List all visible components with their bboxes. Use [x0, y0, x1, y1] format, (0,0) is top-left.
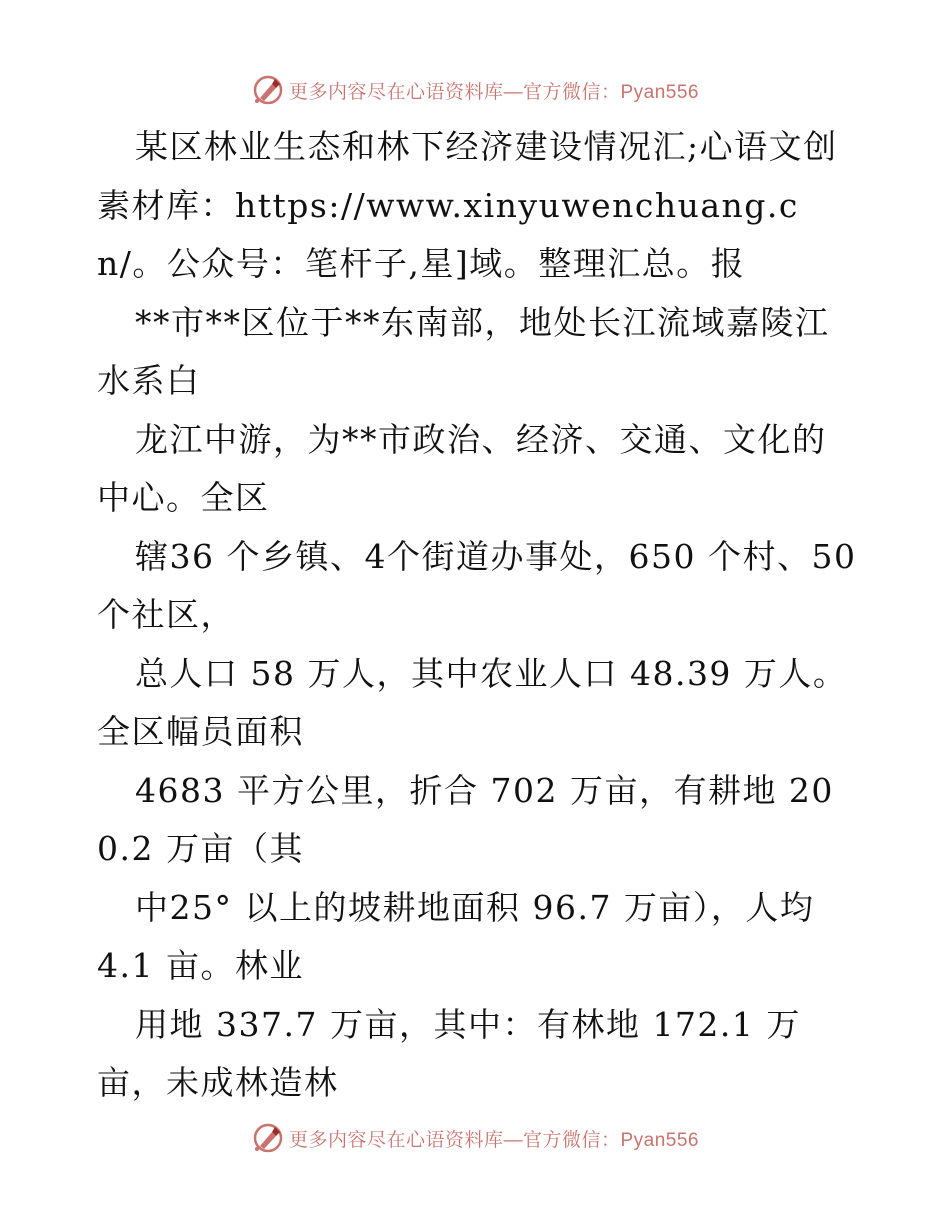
watermark-text: 更多内容尽在心语资料库—官方微信：Pyan556 [288, 1129, 699, 1151]
watermark-text: 更多内容尽在心语资料库—官方微信：Pyan556 [288, 81, 699, 103]
paragraph: 辖36 个乡镇、4个街道办事处，650 个村、50 个社区， [97, 536, 857, 634]
paragraph: **市**区位于**东南部，地处长江流域嘉陵江水系白 [97, 302, 830, 400]
pen-circle-logo-icon [251, 73, 285, 107]
paragraph: 某区林业生态和林下经济建设情况汇;心语文创素材库：https://www.xinyuwenchuang.cn/。公众号：笔杆子,星]域。整理汇总。报 [97, 127, 838, 283]
paragraph: 4683 平方公里，折合 702 万亩，有耕地 200.2 万亩（其 [97, 770, 834, 868]
footer-watermark-banner [0, 1118, 950, 1158]
pen-circle-logo-icon [251, 1121, 285, 1155]
paragraph: 用地 337.7 万亩，其中：有林地 172.1 万亩，未成林造林 [97, 1004, 801, 1102]
document-body [97, 118, 857, 1113]
paragraph: 龙江中游，为**市政治、经济、交通、文化的中心。全区 [97, 419, 827, 517]
paragraph: 总人口 58 万人，其中农业人口 48.39 万人。全区幅员面积 [97, 653, 848, 751]
header-watermark-banner [0, 70, 950, 110]
paragraph: 中25° 以上的坡耕地面积 96.7 万亩），人均 4.1 亩。林业 [97, 887, 815, 985]
